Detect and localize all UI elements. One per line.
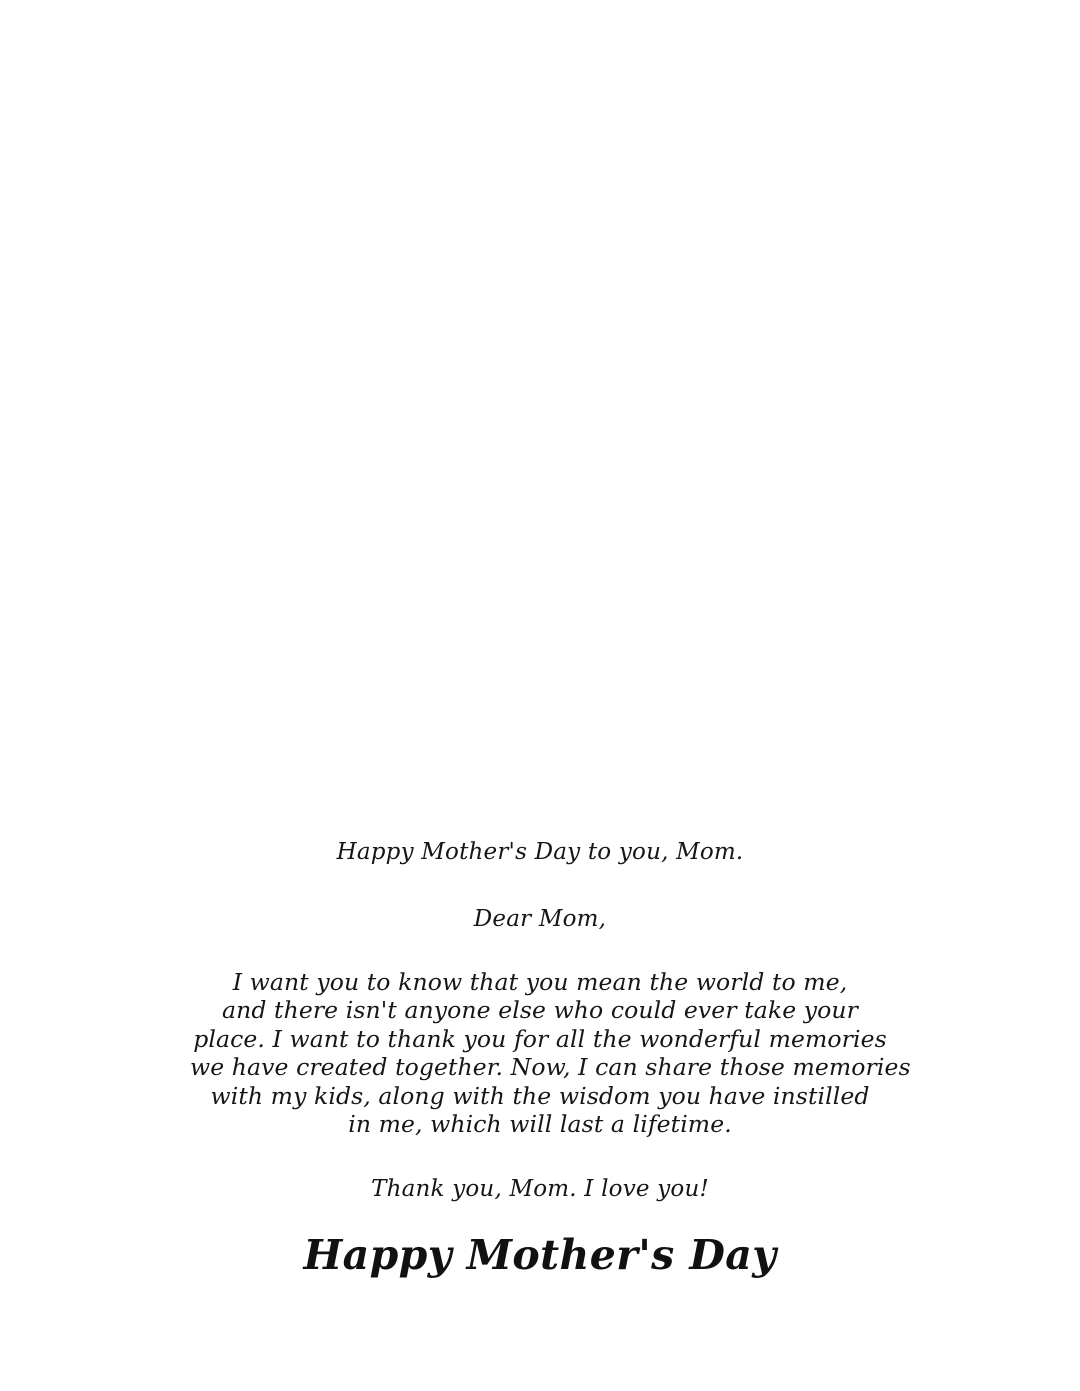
message-line: I want you to know that you mean the world to me, — [232, 967, 848, 996]
message-body — [190, 967, 911, 1139]
signoff-heading: Happy Mother's Day — [303, 1231, 777, 1280]
greeting-line: Happy Mother's Day to you, Mom. — [336, 839, 744, 865]
message-line: and there isn't anyone else who could ever take your — [222, 996, 858, 1024]
salutation: Dear Mom, — [473, 905, 607, 932]
message-line: in me, which will last a lifetime. — [348, 1110, 732, 1138]
card-text-block — [0, 838, 1080, 1280]
message-line: place. I want to thank you for all the wonderful memories — [193, 1024, 887, 1053]
message-line: with my kids, along with the wisdom you have instilled — [210, 1081, 870, 1110]
closing-line: Thank you, Mom. I love you! — [371, 1175, 709, 1202]
message-line: we have created together. Now, I can share those memories — [190, 1053, 911, 1081]
